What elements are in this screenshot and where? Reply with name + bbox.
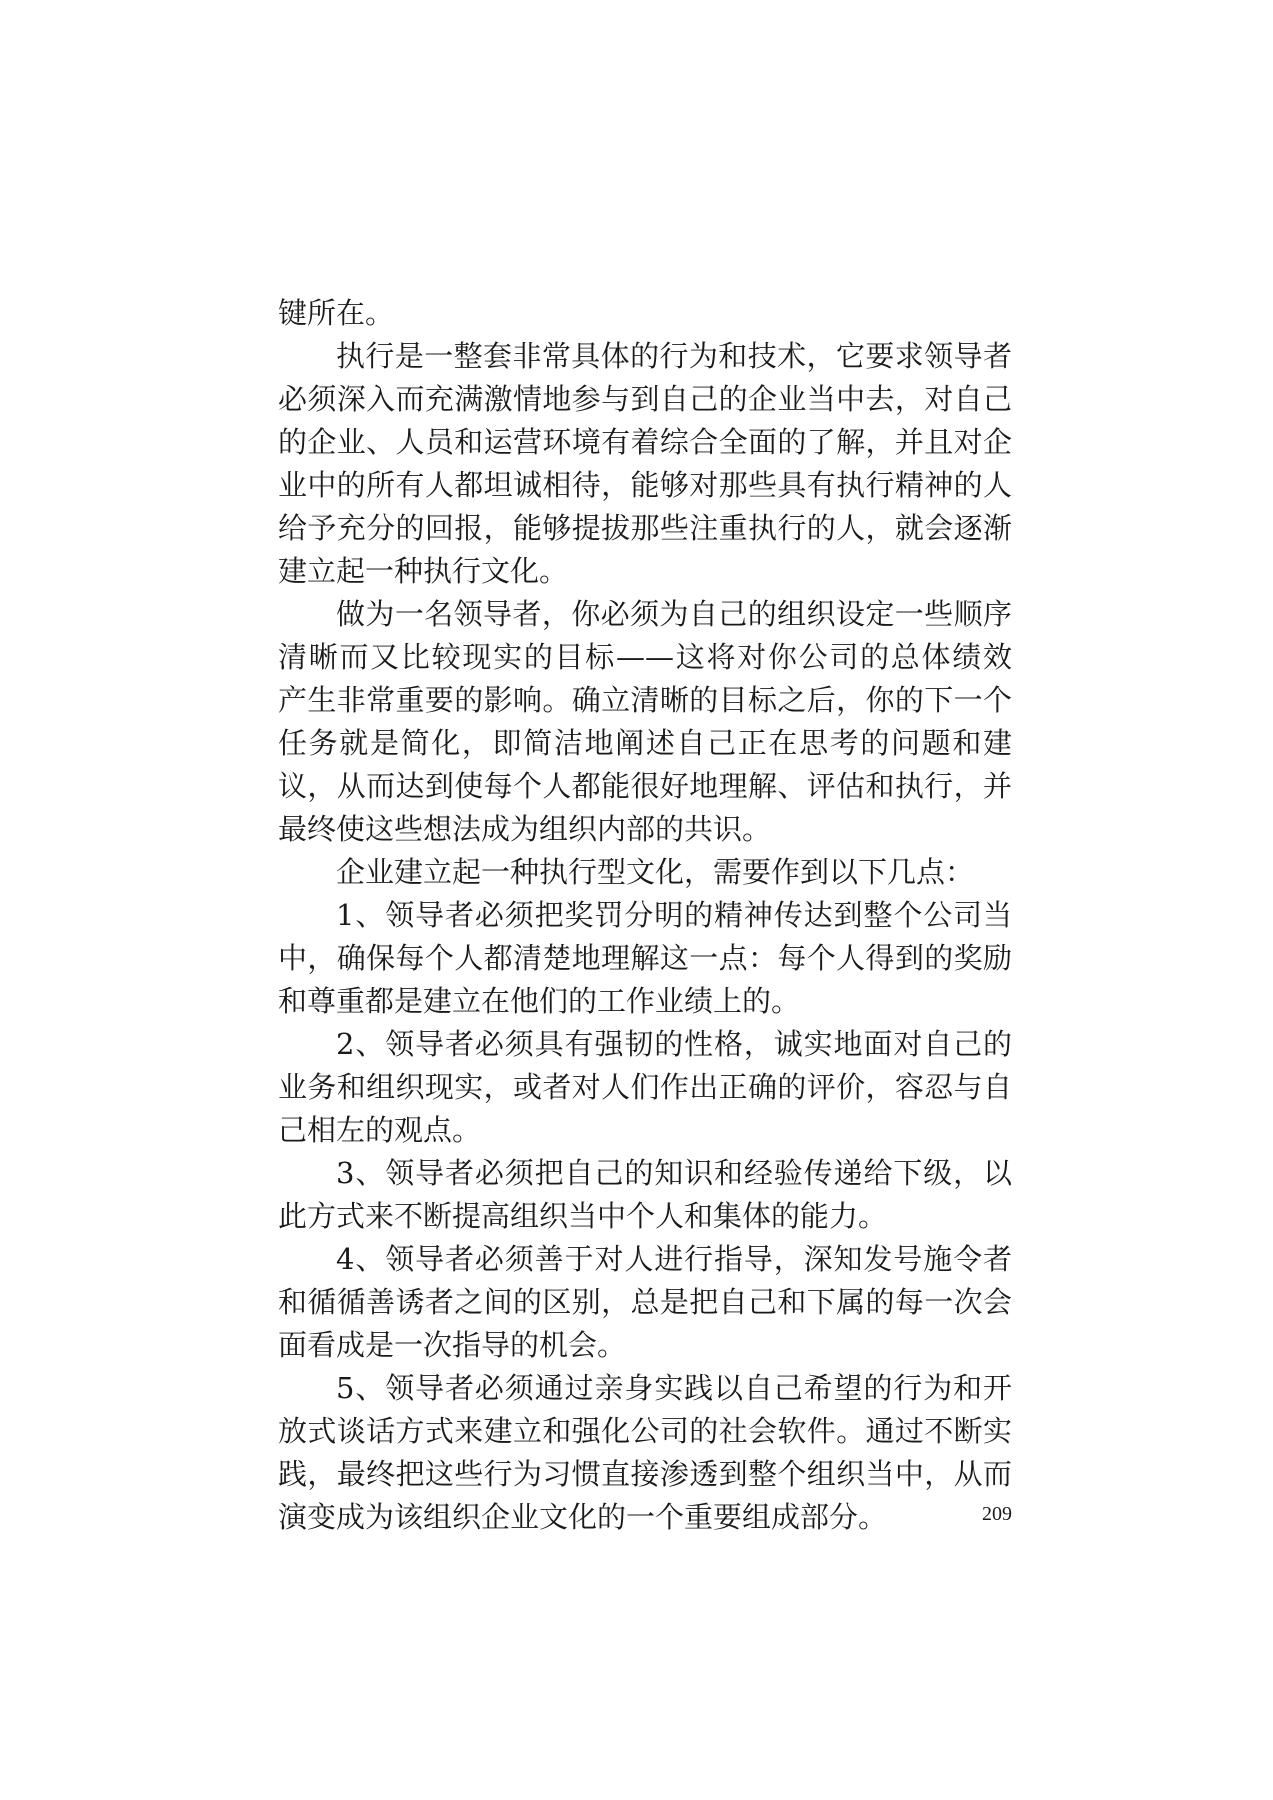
text-line: 任务就是简化，即简洁地阐述自己正在思考的问题和建 xyxy=(278,726,1012,760)
text-line: 4、领导者必须善于对人进行指导，深知发号施令者 xyxy=(336,1242,1012,1276)
text-line: 3、领导者必须把自己的知识和经验传递给下级，以 xyxy=(336,1156,1012,1190)
text-line: 放式谈话方式来建立和强化公司的社会软件。通过不断实 xyxy=(278,1414,1012,1448)
text-line: 和尊重都是建立在他们的工作业绩上的。 xyxy=(278,984,801,1018)
text-line: 产生非常重要的影响。确立清晰的目标之后，你的下一个 xyxy=(278,683,1012,717)
text-line: 中，确保每个人都清楚地理解这一点：每个人得到的奖励 xyxy=(278,941,1012,975)
text-line: 己相左的观点。 xyxy=(278,1113,482,1147)
text-line: 键所在。 xyxy=(278,296,395,330)
text-line: 建立起一种执行文化。 xyxy=(278,554,569,588)
text-line: 面看成是一次指导的机会。 xyxy=(278,1328,627,1362)
text-line: 和循循善诱者之间的区别，总是把自己和下属的每一次会 xyxy=(278,1285,1012,1319)
text-line: 清晰而又比较现实的目标——这将对你公司的总体绩效 xyxy=(278,640,1012,674)
text-line: 执行是一整套非常具体的行为和技术，它要求领导者 xyxy=(336,339,1012,373)
text-line: 此方式来不断提高组织当中个人和集体的能力。 xyxy=(278,1199,888,1233)
text-line: 业务和组织现实，或者对人们作出正确的评价，容忍与自 xyxy=(278,1070,1012,1104)
page-number: 209 xyxy=(982,1503,1012,1525)
text-line: 5、领导者必须通过亲身实践以自己希望的行为和开 xyxy=(336,1371,1012,1405)
text-line: 给予充分的回报，能够提拔那些注重执行的人，就会逐渐 xyxy=(278,511,1012,545)
text-line: 做为一名领导者，你必须为自己的组织设定一些顺序 xyxy=(336,597,1012,631)
text-line: 2、领导者必须具有强韧的性格，诚实地面对自己的 xyxy=(336,1027,1012,1061)
page-body-text xyxy=(278,292,1012,1539)
text-line: 演变成为该组织企业文化的一个重要组成部分。 xyxy=(278,1500,888,1534)
text-line: 议，从而达到使每个人都能很好地理解、评估和执行，并 xyxy=(278,769,1012,803)
text-line: 最终使这些想法成为组织内部的共识。 xyxy=(278,812,772,846)
text-line: 践，最终把这些行为习惯直接渗透到整个组织当中，从而 xyxy=(278,1457,1012,1491)
text-line: 企业建立起一种执行型文化，需要作到以下几点： xyxy=(336,855,975,889)
text-line: 业中的所有人都坦诚相待，能够对那些具有执行精神的人 xyxy=(278,468,1012,502)
text-line: 的企业、人员和运营环境有着综合全面的了解，并且对企 xyxy=(278,425,1012,459)
text-line: 必须深入而充满激情地参与到自己的企业当中去，对自己 xyxy=(278,382,1012,416)
text-line: 1、领导者必须把奖罚分明的精神传达到整个公司当 xyxy=(336,898,1012,932)
